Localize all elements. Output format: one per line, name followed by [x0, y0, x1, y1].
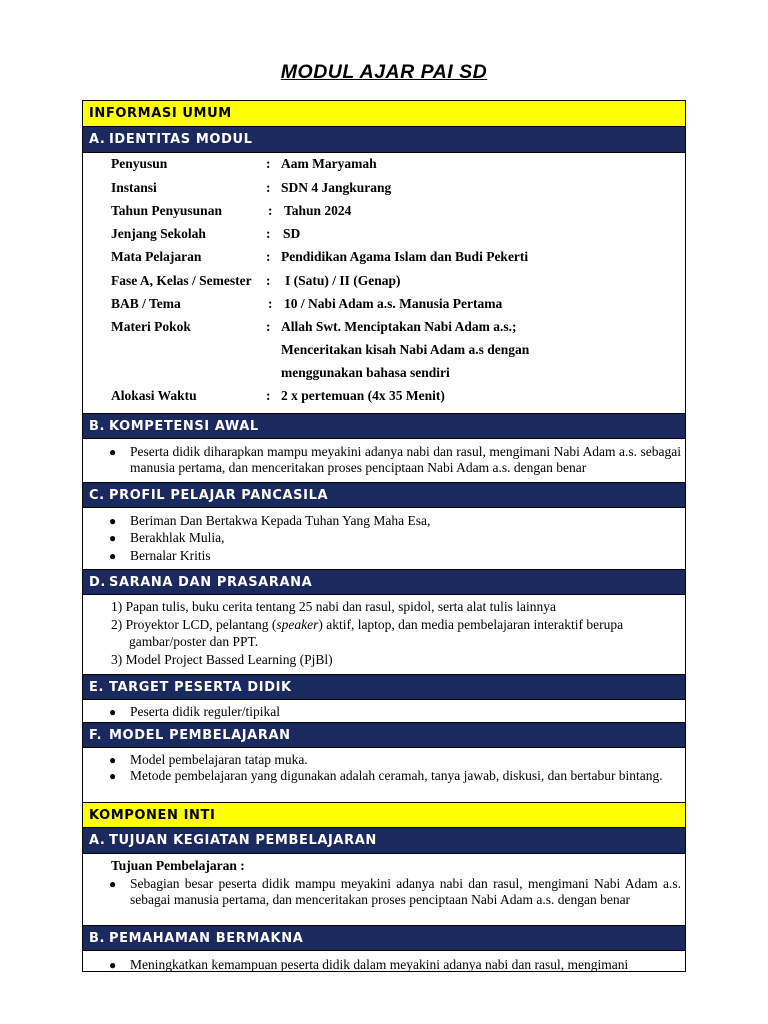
- row-value: Tahun 2024: [284, 203, 352, 218]
- row-value: SDN 4 Jangkurang: [281, 180, 392, 195]
- bullet-icon: ●: [109, 531, 117, 545]
- row-colon: :: [266, 273, 271, 288]
- row-label: Fase A, Kelas / Semester: [111, 273, 252, 288]
- row-label: Jenjang Sekolah: [111, 226, 206, 241]
- section-title: INFORMASI UMUM: [89, 106, 232, 121]
- bullet-icon: ●: [109, 514, 117, 528]
- row-label: Instansi: [111, 180, 157, 195]
- bullet-icon: ●: [109, 445, 117, 459]
- list-item: ● Peserta didik diharapkan mampu meyakini adanya nabi dan rasul, mengimani Nabi Adam a.s. sebagai manusia pertama, dan menceritakan proses penciptaan Nabi Adam a.s. dengan benar: [109, 444, 681, 475]
- list-item: ● Metode pembelajaran yang digunakan adalah ceramah, tanya jawab, diskusi, dan bertabur bintang.: [109, 768, 663, 783]
- list-item: ● Bernalar Kritis: [109, 548, 211, 563]
- list-item: ● Sebagian besar peserta didik mampu meyakini adanya nabi dan rasul, mengimani Nabi Adam a.s. sebagai manusia pertama, dan menceritakan proses penciptaan Nabi Adam a.s. dengan benar: [109, 876, 681, 907]
- section-kompetensi-awal: [83, 413, 685, 439]
- tujuan-subheading: Tujuan Pembelajaran :: [111, 858, 245, 873]
- bullet-icon: ●: [109, 753, 117, 767]
- module-table: [82, 100, 686, 972]
- row-label: Mata Pelajaran: [111, 249, 202, 264]
- section-letter: A.: [89, 132, 106, 147]
- row-value: Allah Swt. Menciptakan Nabi Adam a.s.;: [281, 319, 517, 334]
- row-colon: :: [268, 203, 273, 218]
- section-sarana-prasarana: [83, 569, 685, 595]
- section-pemahaman-bermakna: [83, 925, 685, 951]
- section-title: KOMPETENSI AWAL: [109, 419, 259, 434]
- list-item: ● Peserta didik reguler/tipikal: [109, 704, 280, 719]
- bullet-icon: ●: [109, 877, 117, 891]
- bullet-icon: ●: [109, 769, 117, 783]
- section-letter: B.: [89, 419, 106, 434]
- sarana-item-3: 3) Model Project Bassed Learning (PjBl): [111, 652, 333, 667]
- section-title: TUJUAN KEGIATAN PEMBELAJARAN: [109, 833, 377, 848]
- list-item: ● Beriman Dan Bertakwa Kepada Tuhan Yang Maha Esa,: [109, 513, 431, 528]
- row-colon: :: [266, 388, 271, 403]
- section-profil-pancasila: [83, 482, 685, 508]
- row-label: Materi Pokok: [111, 319, 191, 334]
- section-identitas-modul: [83, 127, 685, 153]
- section-title: PEMAHAMAN BERMAKNA: [109, 931, 304, 946]
- row-value: 10 / Nabi Adam a.s. Manusia Pertama: [284, 296, 503, 311]
- section-informasi-umum: [83, 101, 685, 127]
- bullet-icon: ●: [109, 549, 117, 563]
- row-value: I (Satu) / II (Genap): [285, 273, 401, 288]
- bullet-icon: ●: [109, 958, 117, 972]
- row-value: 2 x pertemuan (4x 35 Menit): [281, 388, 445, 403]
- row-label: BAB / Tema: [111, 296, 181, 311]
- list-item: ● Meningkatkan kemampuan peserta didik dalam meyakini adanya nabi dan rasul, mengimani: [109, 957, 629, 972]
- row-value: Aam Maryamah: [281, 156, 377, 171]
- row-value: Pendidikan Agama Islam dan Budi Pekerti: [281, 249, 529, 264]
- bullet-icon: ●: [109, 705, 117, 719]
- section-letter: A.: [89, 833, 106, 848]
- sarana-item-2: 2) Proyektor LCD, pelantang (speaker) aktif, laptop, dan media pembelajaran interaktif berupa: [111, 617, 624, 632]
- list-item: ● Berakhlak Mulia,: [109, 530, 225, 545]
- section-title: PROFIL PELAJAR PANCASILA: [109, 488, 329, 503]
- row-colon: :: [266, 180, 271, 195]
- section-letter: E.: [89, 680, 105, 695]
- section-target-peserta: [83, 674, 685, 700]
- row-label: Alokasi Waktu: [111, 388, 197, 403]
- row-label: Tahun Penyusunan: [111, 203, 222, 218]
- section-letter: C.: [89, 488, 105, 503]
- section-title: MODEL PEMBELAJARAN: [109, 728, 291, 743]
- list-item: ● Model pembelajaran tatap muka.: [109, 752, 308, 767]
- section-letter: F.: [89, 728, 103, 743]
- document-title: MODUL AJAR PAI SD: [280, 61, 488, 83]
- row-colon: :: [266, 226, 271, 241]
- section-title: KOMPONEN INTI: [89, 808, 216, 823]
- sarana-item-2-cont: gambar/poster dan PPT.: [129, 634, 259, 649]
- section-title: SARANA DAN PRASARANA: [109, 575, 313, 590]
- row-colon: :: [266, 319, 271, 334]
- section-model-pembelajaran: [83, 722, 685, 748]
- row-label: Penyusun: [111, 156, 168, 171]
- row-colon: :: [268, 296, 273, 311]
- row-value: SD: [283, 226, 301, 241]
- row-colon: :: [266, 249, 271, 264]
- sarana-item-1: 1) Papan tulis, buku cerita tentang 25 nabi dan rasul, spidol, serta alat tulis lainnya: [111, 599, 557, 614]
- section-title: IDENTITAS MODUL: [109, 132, 253, 147]
- section-title: TARGET PESERTA DIDIK: [109, 680, 292, 695]
- row-value: menggunakan bahasa sendiri: [281, 365, 450, 380]
- row-colon: :: [266, 156, 271, 171]
- section-komponen-inti: [83, 802, 685, 828]
- row-value: Menceritakan kisah Nabi Adam a.s dengan: [281, 342, 530, 357]
- section-tujuan-kegiatan: [83, 828, 685, 854]
- section-letter: D.: [89, 575, 106, 590]
- section-letter: B.: [89, 931, 106, 946]
